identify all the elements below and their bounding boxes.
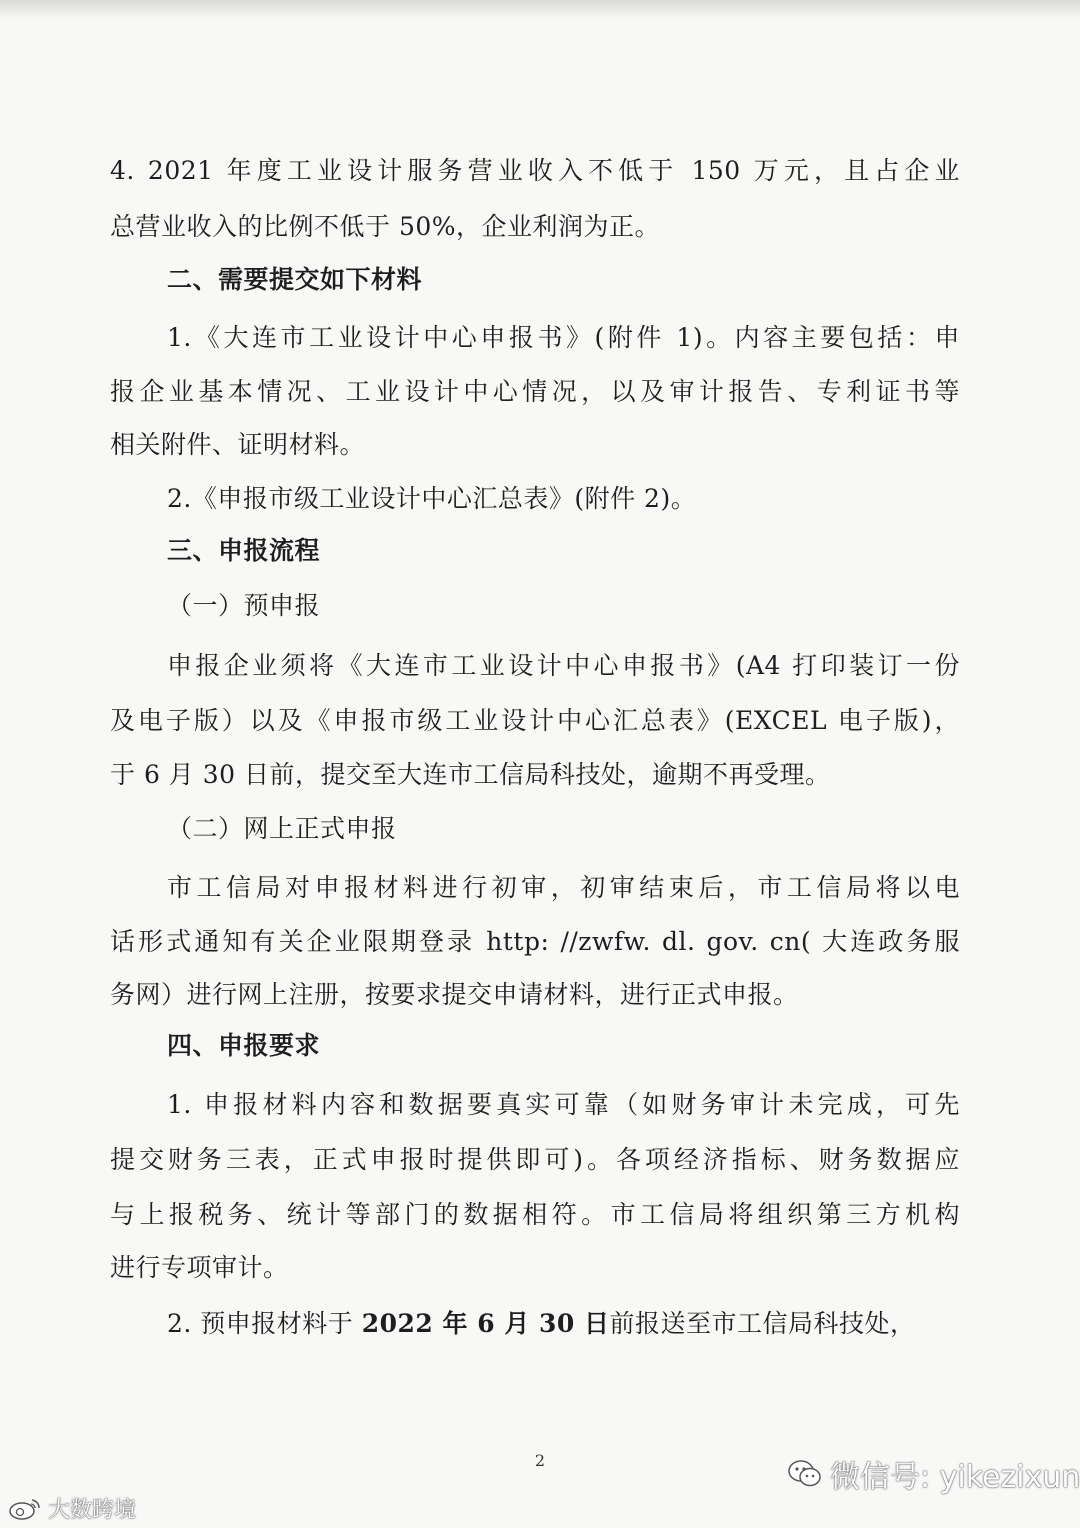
pre-application-line-3: 于 6 月 30 日前，提交至大连市工信局科技处，逾期不再受理。 xyxy=(110,760,831,789)
material-2: 2.《申报市级工业设计中心汇总表》(附件 2)。 xyxy=(167,484,697,513)
section-heading-process: 三、申报流程 xyxy=(167,536,321,565)
criterion-4-line-2: 总营业收入的比例不低于 50%，企业利润为正。 xyxy=(110,212,661,241)
material-1-line-3: 相关附件、证明材料。 xyxy=(110,430,366,459)
subheading-pre-application: （一）预申报 xyxy=(167,591,321,620)
wechat-id-text: 微信号: yikezixun xyxy=(830,1460,1080,1495)
section-heading-materials: 二、需要提交如下材料 xyxy=(167,265,423,294)
requirement-2-prefix: 2. 预申报材料于 xyxy=(167,1309,362,1338)
requirement-1-line-3: 与上报税务、统计等部门的数据相符。市工信局将组织第三方机构 xyxy=(110,1200,960,1229)
weibo-icon xyxy=(8,1497,42,1521)
weibo-watermark xyxy=(8,1493,136,1524)
requirement-1-line-2: 提交财务三表，正式申报时提供即可)。各项经济指标、财务数据应 xyxy=(110,1145,960,1174)
online-line-3: 务网）进行网上注册，按要求提交申请材料，进行正式申报。 xyxy=(110,980,799,1009)
requirement-2-line-1 xyxy=(167,1307,960,1341)
material-1-line-1: 1.《大连市工业设计中心申报书》(附件 1)。内容主要包括：申 xyxy=(167,323,960,352)
criterion-4-line-1: 4. 2021 年度工业设计服务营业收入不低于 150 万元，且占企业 xyxy=(110,156,960,185)
pre-application-line-1: 申报企业须将《大连市工业设计中心申报书》(A4 打印装订一份 xyxy=(167,651,960,680)
requirement-1-line-4: 进行专项审计。 xyxy=(110,1253,289,1282)
requirement-1-line-1: 1. 申报材料内容和数据要真实可靠（如财务审计未完成，可先 xyxy=(167,1090,960,1119)
section-heading-requirements: 四、申报要求 xyxy=(167,1031,321,1060)
material-1-line-2: 报企业基本情况、工业设计中心情况，以及审计报告、专利证书等 xyxy=(110,377,960,406)
wechat-watermark xyxy=(788,1452,1080,1496)
weibo-account-text: 大数跨境 xyxy=(48,1498,137,1523)
wechat-icon xyxy=(788,1459,822,1489)
online-line-2: 话形式通知有关企业限期登录 http: //zwfw. dl. gov. cn( 大连政务服 xyxy=(110,927,960,956)
requirement-2-deadline: 2022 年 6 月 30 日 xyxy=(361,1309,610,1338)
scan-top-edge xyxy=(0,0,1080,22)
online-line-1: 市工信局对申报材料进行初审，初审结束后，市工信局将以电 xyxy=(167,873,960,902)
pre-application-line-2: 及电子版）以及《申报市级工业设计中心汇总表》(EXCEL 电子版)， xyxy=(110,706,960,735)
requirement-2-suffix: 前报送至市工信局科技处， xyxy=(609,1309,916,1338)
page-number: 2 xyxy=(534,1451,546,1470)
subheading-online-application: （二）网上正式申报 xyxy=(167,814,397,843)
